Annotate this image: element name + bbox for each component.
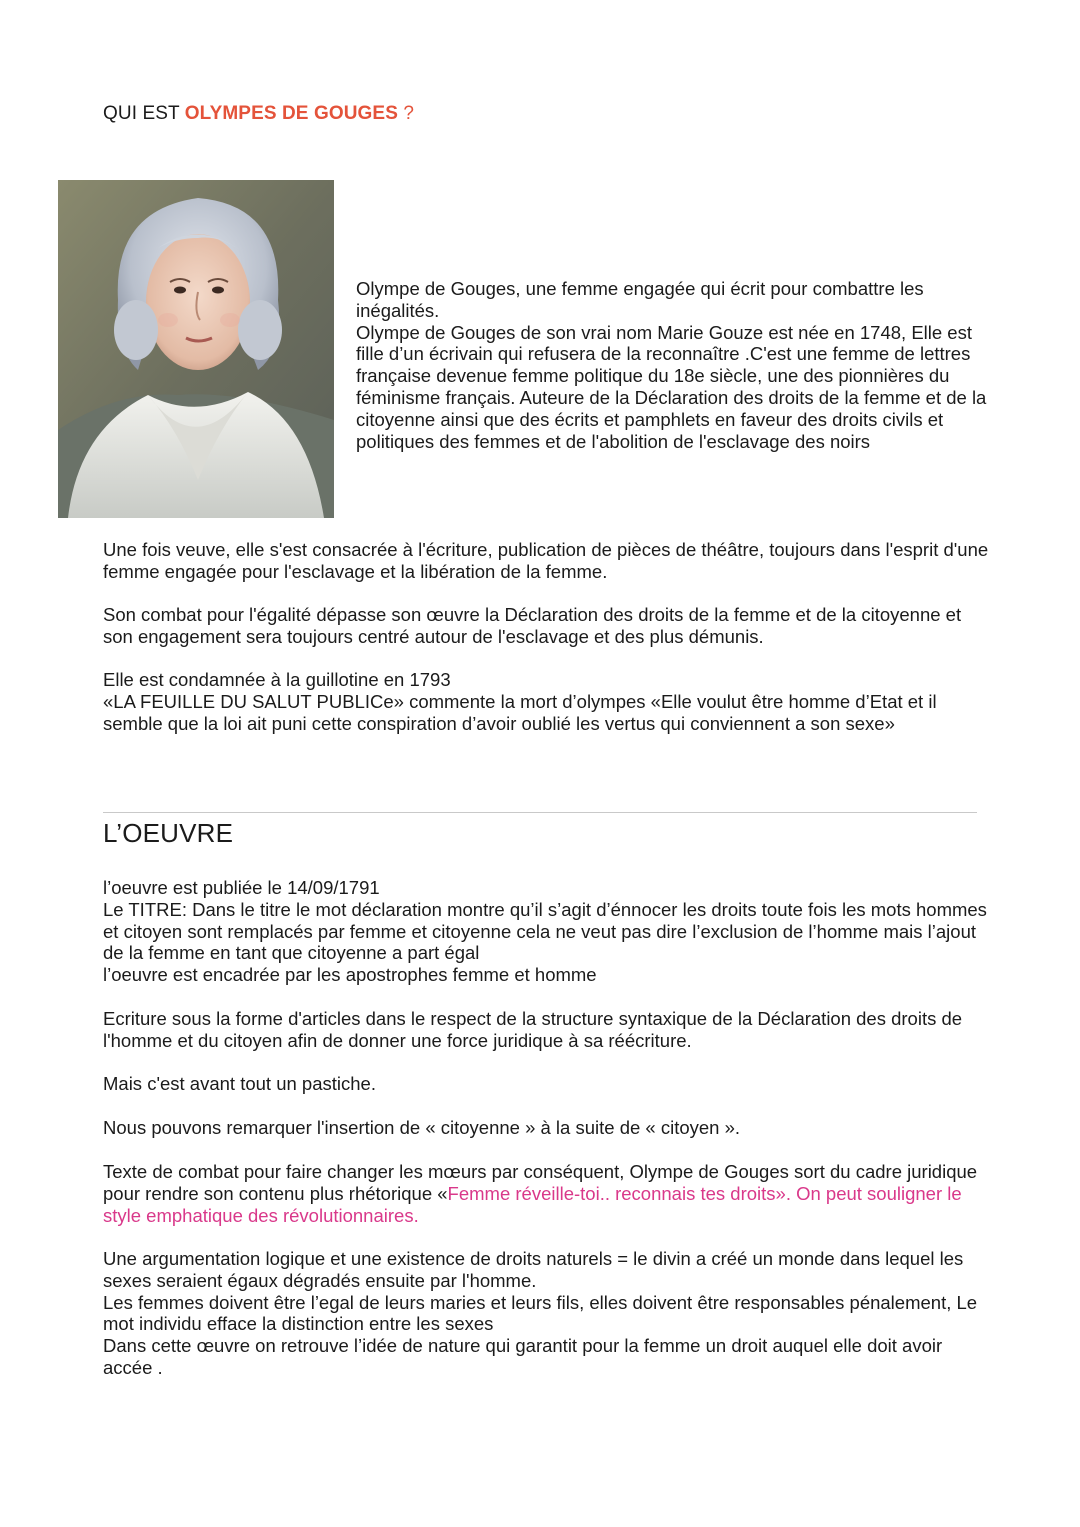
oeuvre-p5-highlight: Femme réveille-toi.. reconnais tes droits». On peut souligner le style emphatique des révolutionnaires.	[103, 1182, 962, 1226]
oeuvre-paragraph-5	[103, 1161, 993, 1226]
oeuvre-titre: Le TITRE: Dans le titre le mot déclaration montre qu’il s’agit d’énnocer les droits toute fois les mots hommes et citoyen sont remplacés par femme et citoyenne cela ne veut pas dire l’exclusion de l’homme mais l’ajout de la femme en tant que citoyenne a part égal	[103, 898, 987, 964]
oeuvre-paragraph-6	[103, 1248, 993, 1379]
oeuvre-egalite: Les femmes doivent être l’egal de leurs maries et leurs fils, elles doivent être responsables pénalement, Le mot individu efface la distinction entre les sexes	[103, 1291, 978, 1335]
portrait-image	[58, 180, 334, 518]
intro-line-2: Olympe de Gouges de son vrai nom Marie Gouze est née en 1748, Elle est fille d’un écrivain qui refusera de la reconnaître .C'est une femme de lettres française devenue femme politique du 18e siècle, une des pionnières du féminisme français. Auteure de la Déclaration des droits de la femme et de la citoyenne ainsi que des écrits et pamphlets en faveur des droits civils et politiques des femmes et de l'abolition de l'esclavage des noirs	[356, 321, 987, 452]
oeuvre-paragraph-3: Mais c'est avant tout un pastiche.	[103, 1073, 376, 1094]
bio-paragraph-1: Une fois veuve, elle s'est consacrée à l'écriture, publication de pièces de théâtre, toujours dans l'esprit d'une femme engagée pour l'esclavage et la libération de la femme.	[103, 539, 989, 582]
oeuvre-paragraph-2: Ecriture sous la forme d'articles dans le respect de la structure syntaxique de la Déclaration des droits de l'homme et du citoyen afin de donner une force juridique à sa réécriture.	[103, 1008, 963, 1051]
oeuvre-paragraph-1	[103, 877, 993, 986]
intro-text	[356, 278, 996, 452]
oeuvre-argumentation: Une argumentation logique et une existence de droits naturels = le divin a créé un monde dans lequel les sexes seraient égaux dégradés ensuite par l'homme.	[103, 1248, 964, 1291]
oeuvre-p5-text: Texte de combat pour faire changer les mœurs par conséquent, Olympe de Gouges sort du cadre juridique pour rendre son contenu plus rhétorique	[103, 1161, 978, 1204]
bio-paragraph-2: Son combat pour l'égalité dépasse son œuvre la Déclaration des droits de la femme et de la citoyenne et son engagement sera toujours centré autour de l'esclavage et des plus démunis.	[103, 604, 962, 647]
title-prefix: QUI EST	[103, 103, 185, 124]
title-suffix: ?	[397, 103, 415, 124]
intro-line-1: Olympe de Gouges, une femme engagée qui écrit pour combattre les inégalités.	[356, 278, 924, 321]
oeuvre-paragraph-4: Nous pouvons remarquer l'insertion de « citoyenne » à la suite de « citoyen ».	[103, 1117, 741, 1138]
section-divider	[103, 812, 977, 813]
oeuvre-p5-quote-mark: «	[437, 1182, 448, 1204]
bio-quote: «LA FEUILLE DU SALUT PUBLICe» commente la mort d’olympes «Elle voulut être homme d’Etat et il semble que la loi ait puni cette conspiration d’avoir oublié les vertus qui conviennent a son sexe»	[103, 690, 937, 734]
section-title-oeuvre: L’OEUVRE	[103, 818, 234, 848]
page-title	[103, 103, 414, 125]
title-name: OLYMPES DE GOUGES	[184, 103, 398, 124]
oeuvre-date: l’oeuvre est publiée le 14/09/1791	[103, 877, 380, 898]
oeuvre-nature: Dans cette œuvre on retrouve l’idée de nature qui garantit pour la femme un droit auquel elle doit avoir accée .	[103, 1335, 943, 1378]
bio-paragraph-3	[103, 669, 993, 734]
bio-condamnation: Elle est condamnée à la guillotine en 1793	[103, 669, 451, 690]
oeuvre-cadre: l’oeuvre est encadrée par les apostrophes femme et homme	[103, 964, 597, 986]
